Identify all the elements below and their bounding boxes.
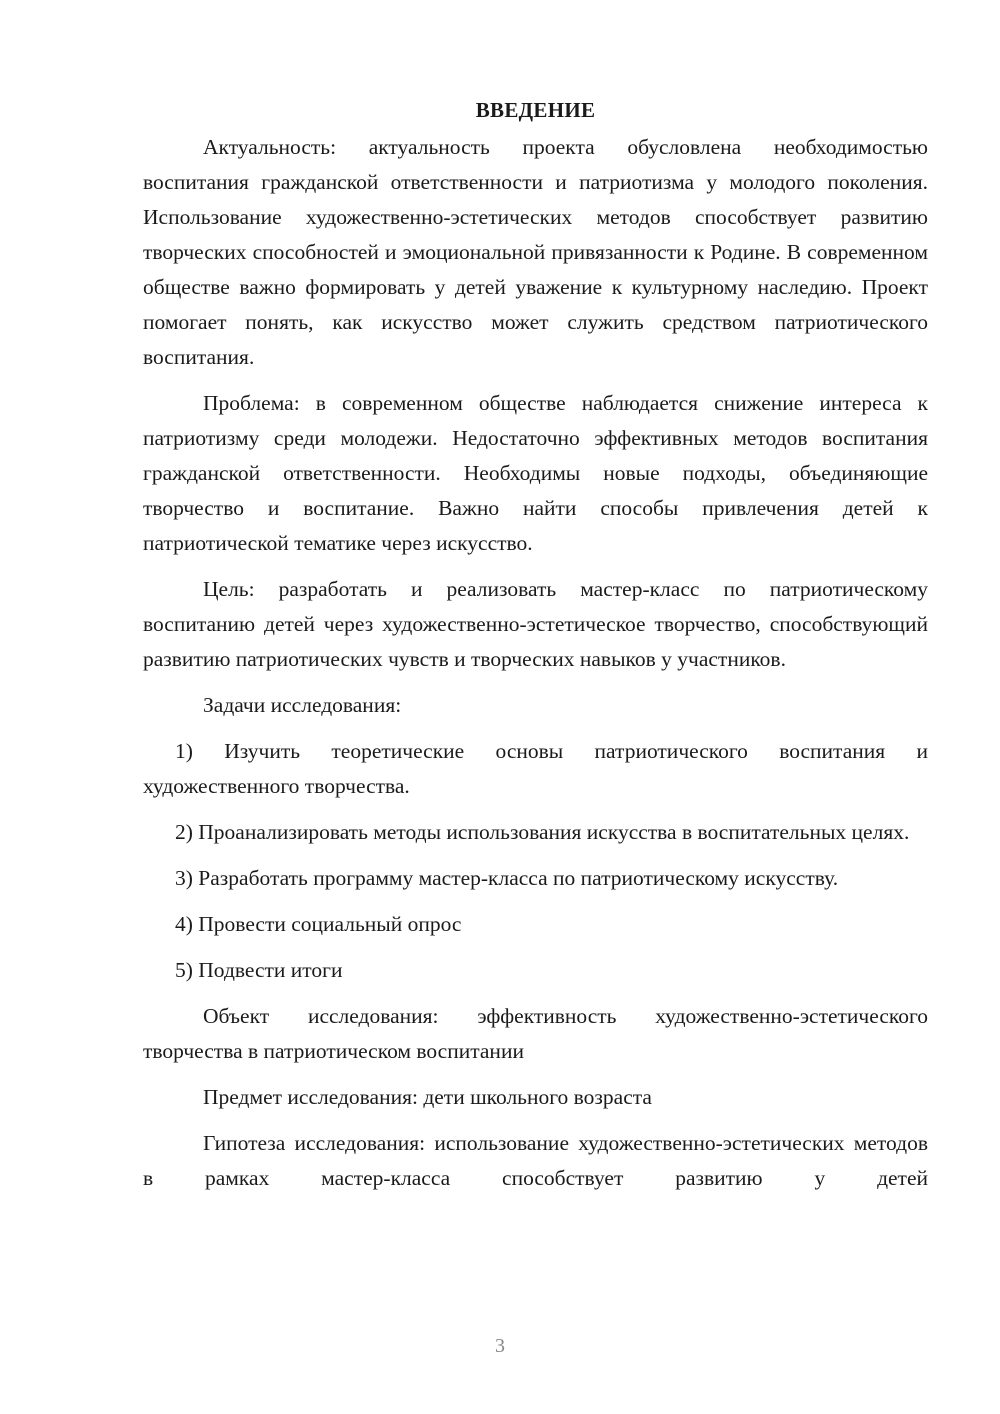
tasks-title: Задачи исследования: — [203, 693, 402, 717]
task-item-4: 4) Провести социальный опрос — [175, 912, 462, 936]
task-item-5: 5) Подвести итоги — [175, 958, 343, 982]
problem-paragraph: Проблема: в современном обществе наблюдается снижение интереса к патриотизму среди молодежи. Недостаточно эффективных методов воспитания гражданской ответственности. Необходимы новые подходы, объединяющие творчество и воспитание. Важно найти способы привлечения детей к патриотической тематике через искусство. — [143, 391, 928, 555]
section-heading: ВВЕДЕНИЕ — [475, 98, 596, 122]
goal-paragraph: Цель: разработать и реализовать мастер-класс по патриотическому воспитанию детей через художественно-эстетическое творчество, способствующий развитию патриотических чувств и творческих навыков у участников. — [143, 577, 928, 671]
subject-paragraph: Предмет исследования: дети школьного возраста — [203, 1085, 652, 1109]
hypothesis-paragraph: Гипотеза исследования: использование художественно-эстетических методов в рамках мастер-класса способствует развитию у детей — [143, 1131, 928, 1190]
task-item-2: 2) Проанализировать методы использования искусства в воспитательных целях. — [175, 820, 910, 844]
object-paragraph: Объект исследования: эффективность художественно-эстетического творчества в патриотическом воспитании — [143, 1004, 928, 1063]
task-item-3: 3) Разработать программу мастер-класса по патриотическому искусству. — [175, 866, 839, 890]
relevance-paragraph: Актуальность: актуальность проекта обусловлена необходимостью воспитания гражданской ответственности и патриотизма у молодого поколения. Использование художественно-эстетических методов способствует развитию творческих способностей и эмоциональной привязанности к Родине. В современном обществе важно формировать у детей уважение к культурному наследию. Проект помогает понять, как искусство может служить средством патриотического воспитания. — [143, 135, 928, 369]
document-page — [143, 95, 928, 1196]
page-number: 3 — [495, 1335, 505, 1357]
task-item-1: 1) Изучить теоретические основы патриотического воспитания и художественного творчества. — [143, 739, 928, 798]
